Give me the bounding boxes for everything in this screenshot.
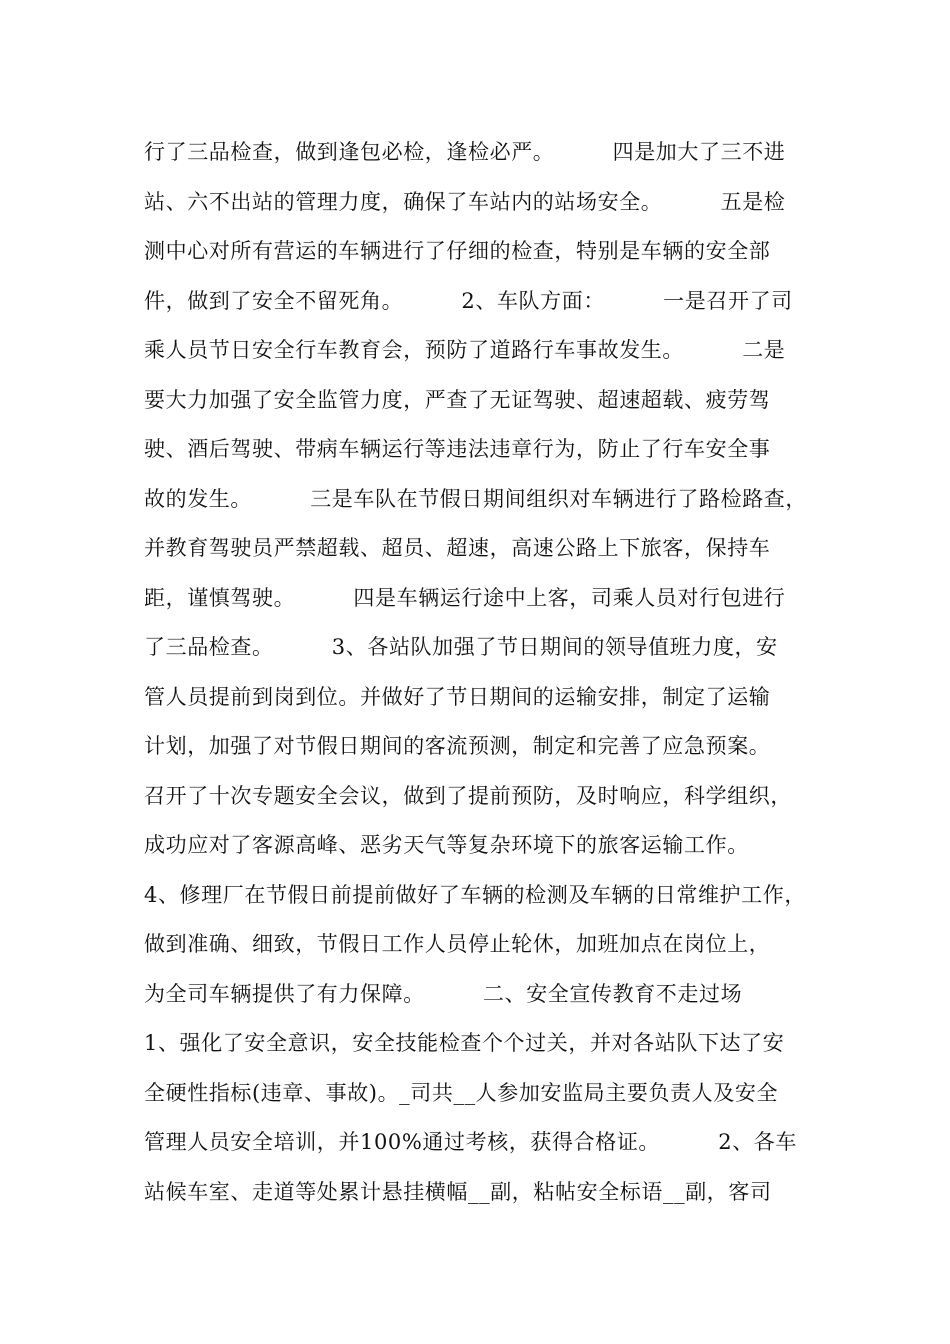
text-line: 站、六不出站的管理力度，确保了车站内的站场安全。 五是检 bbox=[144, 189, 786, 214]
text-line: 驶、酒后驾驶、带病车辆运行等违法违章行为，防止了行车安全事 bbox=[144, 437, 771, 461]
text-line: 1、强化了安全意识，安全技能检查个个过关，并对各站队下达了安 bbox=[144, 1031, 785, 1055]
text-line: 了三品检查。 3、各站队加强了节日期间的领导值班力度，安 bbox=[144, 635, 778, 659]
text-line: 并教育驾驶员严禁超载、超员、超速，高速公路上下旅客，保持车 bbox=[144, 536, 771, 560]
text-line: 距，谨慎驾驶。 四是车辆运行途中上客，司乘人员对行包进行 bbox=[144, 585, 786, 610]
text-line: 计划，加强了对节假日期间的客流预测，制定和完善了应急预案。 bbox=[144, 734, 771, 758]
text-line: 测中心对所有营运的车辆进行了仔细的检查，特别是车辆的安全部 bbox=[144, 239, 771, 263]
text-line: 要大力加强了安全监管力度，严查了无证驾驶、超速超载、疲劳驾 bbox=[144, 387, 771, 412]
text-line: 做到准确、细致，节假日工作人员停止轮休，加班加点在岗位上， bbox=[144, 932, 771, 956]
text-line: 为全司车辆提供了有力保障。 二、安全宣传教育不走过场 bbox=[144, 981, 743, 1006]
text-line: 故的发生。 三是车队在节假日期间组织对车辆进行了路检路查， bbox=[144, 486, 807, 511]
text-line: 管人员提前到岗到位。并做好了节日期间的运输安排，制定了运输 bbox=[144, 684, 771, 709]
text-line: 行了三品检查，做到逢包必检，逢检必严。 四是加大了三不进 bbox=[144, 140, 786, 164]
text-line: 4、修理厂在节假日前提前做好了车辆的检测及车辆的日常维护工作， bbox=[144, 882, 806, 907]
text-line: 件，做到了安全不留死角。 2、车队方面： 一是召开了司 bbox=[144, 288, 793, 313]
text-line: 成功应对了客源高峰、恶劣天气等复杂环境下的旅客运输工作。 bbox=[144, 833, 749, 857]
body-text bbox=[144, 132, 834, 1221]
text-line: 乘人员节日安全行车教育会，预防了道路行车事故发生。 二是 bbox=[144, 338, 786, 362]
text-line: 全硬性指标(违章、事故)。_司共__人参加安监局主要负责人及安全 bbox=[144, 1080, 779, 1105]
text-line: 召开了十次专题安全会议，做到了提前预防，及时响应，科学组织， bbox=[144, 783, 792, 808]
text-line: 站候车室、走道等处累计悬挂横幅__副，粘帖安全标语__副，客司 bbox=[144, 1179, 772, 1204]
text-line: 管理人员安全培训，并100%通过考核，获得合格证。 2、各车 bbox=[144, 1130, 797, 1154]
